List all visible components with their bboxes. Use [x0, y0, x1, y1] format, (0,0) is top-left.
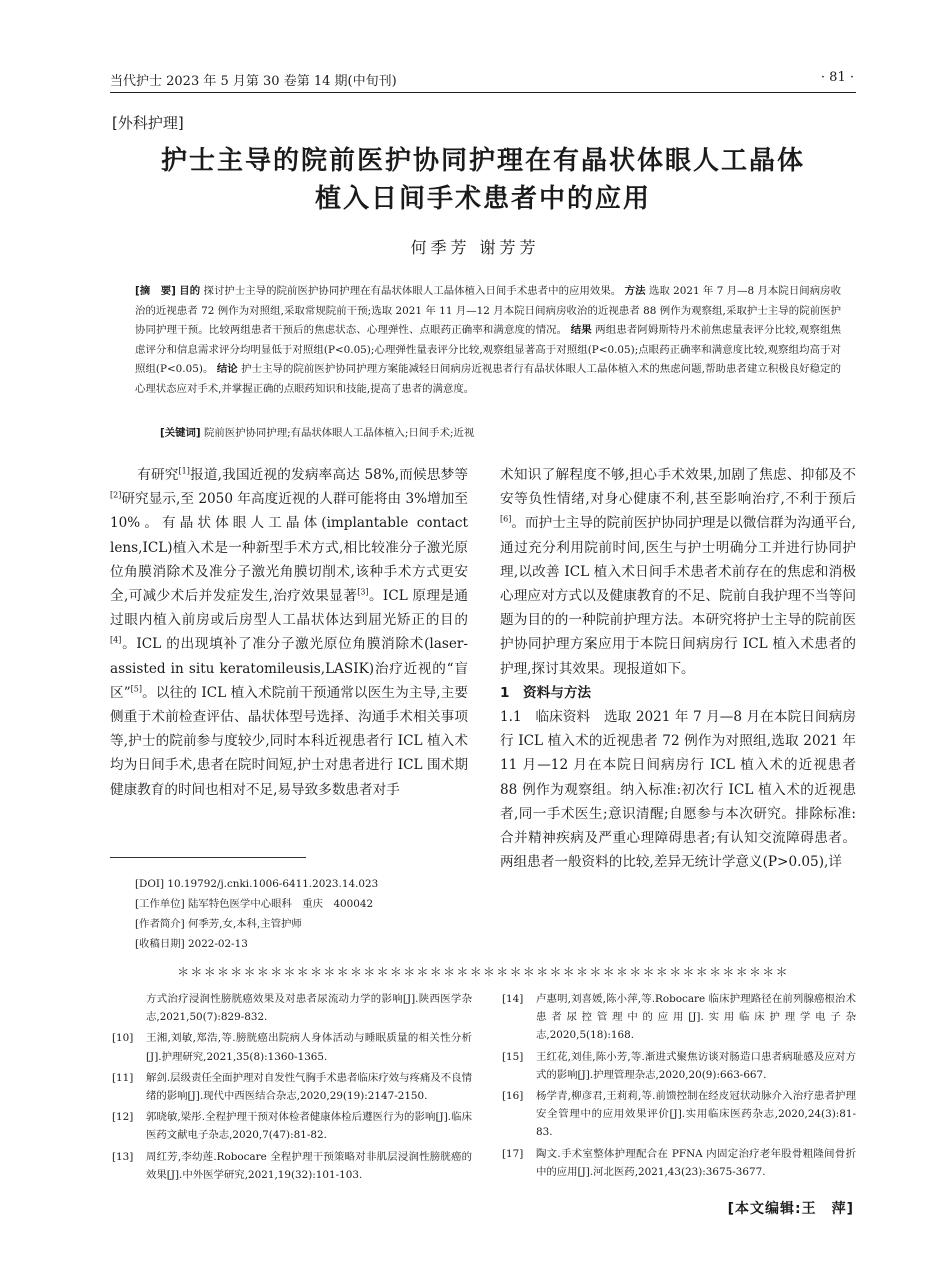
keywords: [160, 424, 840, 439]
references-right: [502, 990, 856, 1184]
abstract: [135, 282, 841, 399]
keywords-text: 院前医护协同护理;有晶状体眼人工晶体植入;日间手术;近视: [203, 427, 475, 439]
body-text: 研究显示,至 2050 年高度近视的人群可能将由 3%增加至 10%。有晶状体眼人工晶体(implantable contact lens,ICL)植入术是一种新型手术方式,相比较准分子激光原位角膜消除术及准分子激光角膜切削术,该种手术方式更安全,可减少术后并发症发生,治疗效果显著: [110, 491, 468, 605]
reference-text: 卢惠明,刘喜媛,陈小萍,等.Robocare 临床护理路径在前列腺癌根治术患者尿控管理中的应用[J].实用临床护理学电子杂志,2020,5(18):168.: [536, 993, 856, 1042]
method-text: 选取 2021 年 7 月—8 月本院日间病房收治的近视患者 72 例作为对照组,采取常规院前干预;选取 2021 年 11 月—12 月本院日间病房收治的近视患者 88 例作为观察组,采取护士主导的院前医护协同护理干预。比较两组患者干预后的焦虑状态、心理弹性、点眼药正确率和满意度的情况。: [135, 285, 841, 336]
reference-number: [15]: [502, 1050, 524, 1063]
reference-number: [13]: [112, 1150, 134, 1163]
page-number: · 81 ·: [820, 70, 854, 85]
body-paragraph: [500, 463, 856, 681]
work-unit: [工作单位] 陆军特色医学中心眼科 重庆 400042: [135, 898, 374, 910]
citation: [2]: [110, 490, 122, 500]
body-column-right: [500, 463, 856, 874]
citation: [5]: [130, 684, 143, 694]
purpose-label: 目的: [179, 285, 201, 297]
reference-text: 方式治疗浸润性膀胱癌效果及对患者尿流动力学的影响[J].陕西医学杂志,2021,50(7):829-832.: [146, 993, 472, 1024]
authors: 何季芳 谢芳芳: [410, 238, 540, 257]
reference-item: [502, 1145, 856, 1181]
reference-item: [112, 1029, 472, 1065]
body-text: 选取 2021 年 7 月—8 月在本院日间病房行 ICL 植入术的近视患者 72 例作为对照组,选取 2021 年 11 月—12 月在本院日间病房行 ICL 植入术的近视患者 88 例作为观察组。纳入标准:初次行 ICL 植入术的近视患者,同一手术医生;意识清醒;自愿参与本次研究。排除标准:合并精神疾病及严重心理障碍患者;有认知交流障碍患者。两组患者一般资料的比较,差异无统计学意义(P>0.05),详: [500, 709, 856, 871]
body-text: 有研究: [137, 467, 179, 483]
reference-text: 解剑.层级责任全面护理对自发性气胸手术患者临床疗效与疼痛及不良情绪的影响[J].现代中西医结合杂志,2020,29(19):2147-2150.: [146, 1071, 472, 1103]
reference-item: [112, 1108, 472, 1144]
body-column-left: [110, 463, 468, 802]
reference-text: 郭晓敏,梁彤.全程护理干预对体检者健康体检后遵医行为的影响[J].临床医药文献电子杂志,2020,7(47):81-82.: [146, 1111, 472, 1142]
reference-item: [502, 1087, 856, 1142]
reference-number: [12]: [112, 1111, 134, 1124]
body-paragraph: [500, 705, 856, 874]
citation: [3]: [357, 587, 369, 597]
editor-note: [本文编辑:王 萍]: [727, 1201, 854, 1217]
header-rule: [110, 92, 856, 93]
references-left: [112, 990, 472, 1187]
keywords-label: [关键词]: [160, 427, 201, 439]
result-label: 结果: [570, 324, 592, 336]
purpose-text: 探讨护士主导的院前医护协同护理在有晶状体眼人工晶体植入日间手术患者中的应用效果。: [203, 285, 622, 297]
footnote-rule: [110, 857, 306, 858]
reference-text: 陶文.手术室整体护理配合在 PFNA 内固定治疗老年股骨粗隆间骨折中的应用[J].河北医药,2021,43(23):3675-3677.: [536, 1147, 856, 1178]
doi: [DOI] 10.19792/j.cnki.1006-6411.2023.14.023: [135, 878, 379, 890]
reference-text: 王红花,刘佳,陈小芳,等.渐进式聚焦访谈对肠造口患者病耻感及应对方式的影响[J].护理管理杂志,2020,20(9):663-667.: [536, 1050, 856, 1081]
body-paragraph: [110, 463, 468, 802]
citation: [1]: [178, 466, 190, 476]
journal-header: 当代护士 2023 年 5 月第 30 卷第 14 期(中旬刊): [110, 74, 397, 89]
conclusion-label: 结论: [216, 363, 238, 375]
reference-item: [112, 990, 472, 1026]
reference-number: [10]: [112, 1032, 134, 1045]
article-title-line1: 护士主导的院前医护协同护理在有晶状体眼人工晶体: [160, 146, 805, 176]
citation: [4]: [110, 635, 122, 645]
reference-number: [17]: [502, 1147, 524, 1160]
reference-item: [502, 1048, 856, 1084]
subsection-heading: 1.1 临床资料: [500, 709, 591, 726]
body-text: 。而护士主导的院前医护协同护理是以微信群为沟通平台,通过充分利用院前时间,医生与护士明确分工并进行协同护理,以改善 ICL 植入术日间手术患者术前存在的焦虑和消极心理应对方式以及健康教育的不足、院前自我护理不当等问题为目的的一种院前护理方法。本研究将护士主导的院前医护协同护理方案应用于本院日间病房行 ICL 植入术患者的护理,探讨其效果。现报道如下。: [500, 515, 856, 677]
conclusion-text: 护士主导的院前医护协同护理方案能减轻日间病房近视患者行有晶状体眼人工晶体植入术的焦虑问题,帮助患者建立积极良好稳定的心理状态应对手术,并掌握正确的点眼药知识和技能,提高了患者的满意度。: [135, 363, 842, 395]
body-text: 。以往的 ICL 植入术院前干预通常以医生为主导,主要侧重于术前检查评估、晶状体型号选择、沟通手术相关事项等,护士的院前参与度较少,同时本科近视患者行 ICL 植入术均为日间手术,患者在院时间短,护士对患者进行 ICL 围术期健康教育的时间也相对不足,易导致多数患者对手: [110, 684, 469, 798]
author-intro: [作者简介] 何季芳,女,本科,主管护师: [135, 918, 302, 930]
reference-text: 王湘,刘敏,郑浩,等.膀胱癌出院病人身体活动与睡眠质量的相关性分析[J].护理研究,2021,35(8):1360-1365.: [146, 1032, 472, 1063]
reference-item: [502, 990, 856, 1045]
citation: [6]: [500, 514, 512, 524]
body-text: 术知识了解程度不够,担心手术效果,加剧了焦虑、抑郁及不安等负性情绪,对身心健康不利,甚至影响治疗,不利于预后: [500, 467, 856, 508]
result-text: 两组患者阿姆斯特丹术前焦虑量表评分比较,观察组焦虑评分和信息需求评分均明显低于对照组(P<0.05);心理弹性量表评分比较,观察组显著高于对照组(P<0.05);点眼药正确率和满意度比较,观察组均高于对照组(P<0.05)。: [135, 324, 842, 375]
reference-number: [16]: [502, 1090, 524, 1103]
received-date: [收稿日期] 2022-02-13: [135, 938, 248, 950]
reference-text: 杨学青,柳彦君,王莉莉,等.前馈控制在经皮冠状动脉介入治疗患者护理安全管理中的应用效果评价[J].实用临床医药杂志,2020,24(3):81-83.: [536, 1090, 856, 1139]
abstract-label: [摘 要]: [135, 285, 176, 297]
body-text: 。ICL 原理是通过眼内植入前房或后房型人工晶状体达到屈光矫正的目的: [110, 588, 468, 629]
star-divider: ＊＊＊＊＊＊＊＊＊＊＊＊＊＊＊＊＊＊＊＊＊＊＊＊＊＊＊＊＊＊＊＊＊＊＊＊＊＊＊＊＊＊＊＊＊＊: [177, 965, 789, 979]
reference-number: [14]: [502, 993, 524, 1005]
section-heading: 1 资料与方法: [500, 684, 592, 701]
footnotes: [135, 874, 378, 954]
body-text: 。ICL 的出现填补了准分子激光原位角膜消除术(laser-assisted in situ keratomileusis,LASIK)治疗近视的“盲区”: [110, 636, 468, 701]
reference-number: [11]: [112, 1071, 134, 1084]
article-title-line2: 植入日间手术患者中的应用: [314, 184, 651, 214]
reference-item: [112, 1148, 472, 1184]
reference-text: 周红芳,李幼莲.Robocare 全程护理干预策略对非肌层浸润性膀胱癌的效果[J].中外医学研究,2021,19(32):101-103.: [146, 1150, 472, 1181]
body-text: 报道,我国近视的发病率高达 58%,而候思梦等: [189, 467, 468, 483]
method-label: 方法: [624, 285, 646, 297]
section-tag: [外科护理]: [112, 114, 184, 132]
reference-item: [112, 1069, 472, 1105]
